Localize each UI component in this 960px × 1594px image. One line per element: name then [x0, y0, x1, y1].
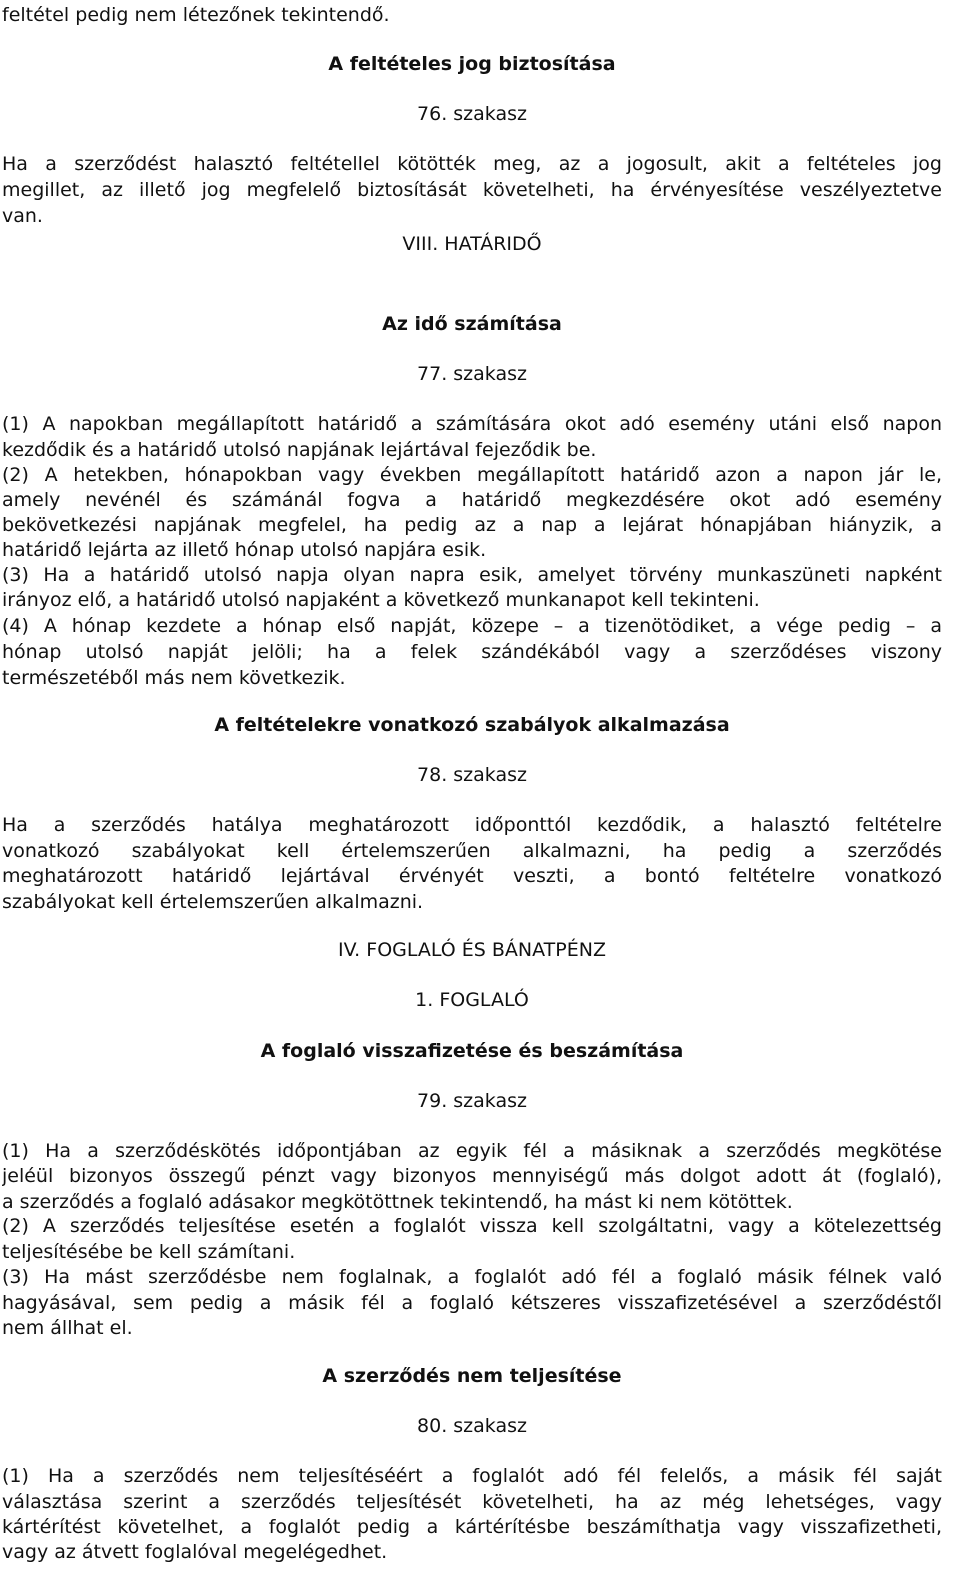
section-number: 79. szakasz: [417, 1090, 527, 1112]
paragraph-line: nem állhat el.: [2, 1317, 133, 1339]
paragraph-line: kezdődik és a határidő utolsó napjának lejártával fejeződik be.: [2, 439, 597, 461]
subchapter-heading: 1. FOGLALÓ: [415, 989, 529, 1011]
section-number: 78. szakasz: [417, 764, 527, 786]
paragraph-line: természetéből más nem következik.: [2, 667, 346, 689]
paragraph-line: (3) Ha mást szerződésbe nem foglalnak, a foglalót adó fél a foglaló másik félnek való: [2, 1266, 942, 1288]
paragraph-line: megillet, az illető jog megfelelő biztosítását követelheti, ha érvényesítése veszélyeztetve: [2, 179, 942, 201]
paragraph-line: meghatározott határidő lejártával érvényét veszti, a bontó feltételre vonatkozó: [2, 865, 942, 887]
paragraph-line: jeléül bizonyos összegű pénzt vagy bizonyos mennyiségű más dolgot adott át (foglaló),: [2, 1165, 942, 1187]
section-heading: A szerződés nem teljesítése: [322, 1365, 622, 1387]
paragraph-line: (1) Ha a szerződés nem teljesítéséért a foglalót adó fél felelős, a másik fél saját: [2, 1465, 942, 1487]
paragraph-line: van.: [2, 205, 43, 227]
paragraph-line: a szerződés a foglaló adásakor megkötöttnek tekintendő, ha mást ki nem kötöttek.: [2, 1191, 793, 1213]
paragraph-line: kártérítést követelhet, a foglalót pedig a kártérítésbe beszámíthatja vagy visszafizetheti,: [2, 1516, 942, 1538]
text-line: feltétel pedig nem létezőnek tekintendő.: [2, 4, 390, 26]
section-heading: A foglaló visszafizetése és beszámítása: [260, 1040, 684, 1062]
paragraph-line: (3) Ha a határidő utolsó napja olyan napra esik, amelyet törvény munkaszüneti napként: [2, 564, 942, 586]
paragraph-line: amely nevénél és számánál fogva a határidő megkezdésére okot adó esemény: [2, 489, 942, 511]
section-number: 76. szakasz: [417, 103, 527, 125]
paragraph-line: (2) A szerződés teljesítése esetén a foglalót vissza kell szolgáltatni, vagy a kötelezettség: [2, 1215, 942, 1237]
paragraph-line: teljesítésébe be kell számítani.: [2, 1241, 296, 1263]
paragraph-line: (4) A hónap kezdete a hónap első napját, közepe – a tizenötödiket, a vége pedig – a: [2, 615, 942, 637]
paragraph-line: választása szerint a szerződés teljesítését követelheti, ha az még lehetséges, vagy: [2, 1491, 942, 1513]
paragraph-line: irányoz elő, a határidő utolsó napjaként a következő munkanapot kell tekinteni.: [2, 589, 760, 611]
section-heading: Az idő számítása: [382, 313, 562, 335]
paragraph-line: bekövetkezési napjának megfelel, ha pedig az a nap a lejárat hónapjában hiányzik, a: [2, 514, 942, 536]
paragraph-line: hagyásával, sem pedig a másik fél a foglaló kétszeres visszafizetésével a szerződéstől: [2, 1292, 942, 1314]
section-heading: A feltételes jog biztosítása: [328, 53, 616, 75]
paragraph-line: vagy az átvett foglalóval megelégedhet.: [2, 1541, 388, 1563]
section-number: 80. szakasz: [417, 1415, 527, 1437]
paragraph-line: (1) Ha a szerződéskötés időpontjában az egyik fél a másiknak a szerződés megkötése: [2, 1140, 942, 1162]
section-number: 77. szakasz: [417, 363, 527, 385]
paragraph-line: (1) A napokban megállapított határidő a számítására okot adó esemény utáni első napon: [2, 413, 942, 435]
chapter-heading: VIII. HATÁRIDŐ: [402, 233, 542, 255]
paragraph-line: Ha a szerződést halasztó feltétellel kötötték meg, az a jogosult, akit a feltételes jog: [2, 153, 942, 175]
section-heading: A feltételekre vonatkozó szabályok alkalmazása: [214, 714, 730, 736]
paragraph-line: szabályokat kell értelemszerűen alkalmazni.: [2, 891, 424, 913]
paragraph-line: (2) A hetekben, hónapokban vagy években megállapított határidő azon a napon jár le,: [2, 464, 942, 486]
paragraph-line: hónap utolsó napját jelöli; ha a felek szándékából vagy a szerződéses viszony: [2, 641, 942, 663]
paragraph-line: vonatkozó szabályokat kell értelemszerűen alkalmazni, ha pedig a szerződés: [2, 840, 942, 862]
paragraph-line: határidő lejárta az illető hónap utolsó napjára esik.: [2, 539, 487, 561]
chapter-heading: IV. FOGLALÓ ÉS BÁNATPÉNZ: [338, 939, 606, 961]
paragraph-line: Ha a szerződés hatálya meghatározott időponttól kezdődik, a halasztó feltételre: [2, 814, 942, 836]
